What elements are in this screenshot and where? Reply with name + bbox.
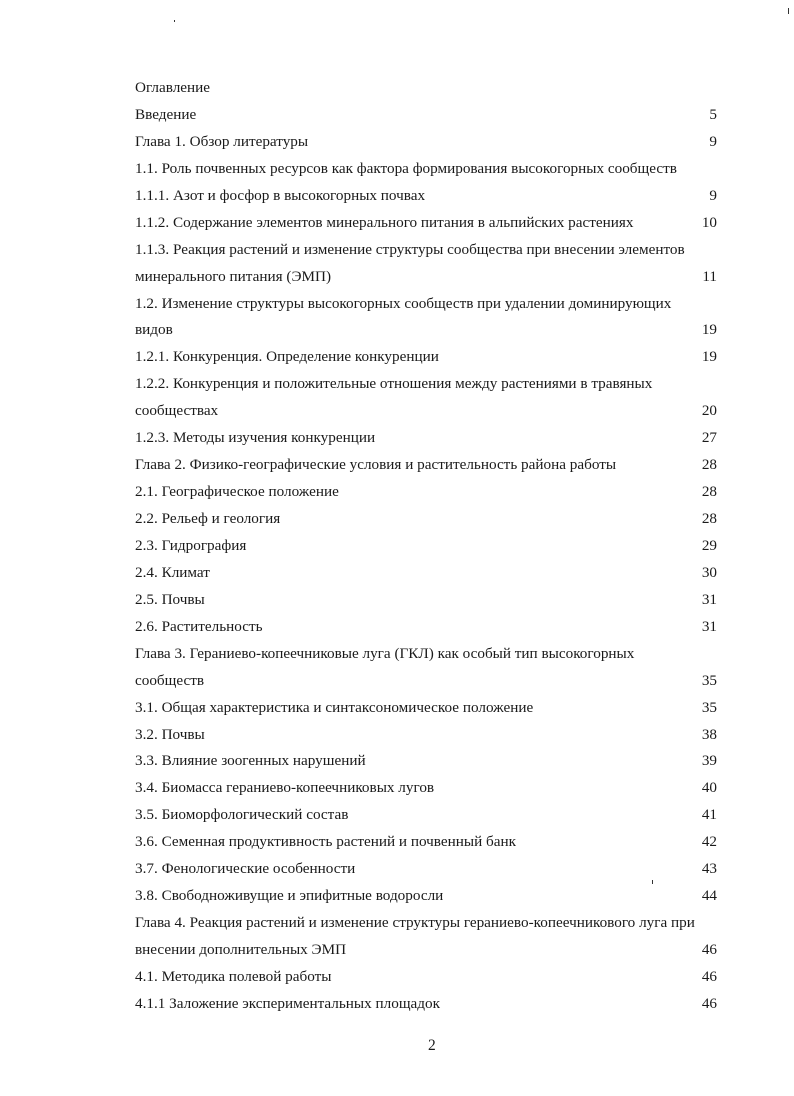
toc-entry-page: 40: [701, 779, 717, 797]
toc-entry-page: 41: [701, 806, 717, 824]
toc-entry-page: 28: [701, 456, 717, 474]
toc-entry-page: 19: [701, 348, 717, 366]
toc-entry-page: 5: [709, 105, 717, 123]
toc-entry: [135, 939, 717, 966]
toc-entry: [135, 293, 717, 320]
toc-entry-title: 3.6. Семенная продуктивность растений и почвенный банк: [135, 833, 516, 851]
toc-entry: [135, 158, 717, 185]
toc-entry-title: 4.1. Методика полевой работы: [135, 967, 332, 985]
toc-entry-title: 1.2. Изменение структуры высокогорных сообществ при удалении доминирующих: [135, 294, 672, 312]
toc-entry-title: 3.5. Биоморфологический состав: [135, 806, 349, 824]
toc-entry-title: Глава 2. Физико-географические условия и растительность района работы: [135, 456, 617, 474]
toc-entry-title: Введение: [135, 105, 197, 123]
toc-entry: [135, 724, 717, 751]
toc-entry-page: 10: [701, 213, 717, 231]
toc-entry-title: 2.6. Растительность: [135, 617, 263, 635]
toc-entry: [135, 346, 717, 373]
toc-entry-title: 1.1. Роль почвенных ресурсов как фактора формирования высокогорных сообществ: [135, 159, 677, 177]
toc-entry-page: 43: [701, 860, 717, 878]
toc-heading: [135, 77, 717, 104]
toc-entry: [135, 885, 717, 912]
toc-entry-page: 20: [701, 402, 717, 420]
toc-entry: [135, 562, 717, 589]
toc-entry-page: 29: [701, 536, 717, 554]
toc-entry-title: 1.2.2. Конкуренция и положительные отношения между растениями в травяных: [135, 375, 653, 393]
toc-entry: [135, 400, 717, 427]
toc-entry-page: 30: [701, 563, 717, 581]
toc-entry: [135, 427, 717, 454]
toc-entry-title: внесении дополнительных ЭМП: [135, 941, 347, 958]
toc-entry-title: сообществах: [135, 402, 219, 420]
toc-entry-title: сообществ: [135, 671, 205, 689]
toc-entry: [135, 858, 717, 885]
table-of-contents: [135, 77, 717, 1020]
toc-entry: [135, 616, 717, 643]
toc-entry-page: 28: [701, 510, 717, 527]
toc-entry-page: 46: [701, 994, 717, 1012]
toc-entry: [135, 804, 717, 831]
toc-entry: [135, 831, 717, 858]
scan-speck: [174, 20, 175, 22]
toc-entry: [135, 777, 717, 804]
toc-entry: [135, 966, 717, 993]
toc-entry: [135, 373, 717, 400]
toc-entry-page: 31: [701, 590, 717, 608]
toc-entry: [135, 212, 717, 239]
toc-entry-page: 19: [701, 321, 717, 339]
toc-entry-page: 11: [702, 267, 717, 285]
toc-entry-page: 27: [701, 429, 717, 447]
toc-entry-page: 9: [709, 186, 717, 204]
toc-entry: [135, 104, 717, 131]
toc-entry-title: Глава 4. Реакция растений и изменение структуры гераниево-копеечникового луга при: [135, 914, 695, 932]
toc-entry: [135, 750, 717, 777]
toc-entry: [135, 697, 717, 724]
toc-entry-title: 2.2. Рельеф и геология: [135, 510, 281, 527]
toc-entry-page: 9: [709, 132, 717, 150]
toc-entry: [135, 643, 717, 670]
toc-entry-title: 1.2.1. Конкуренция. Определение конкуренции: [135, 348, 439, 366]
toc-entry: [135, 993, 717, 1020]
toc-entry-title: 3.4. Биомасса гераниево-копеечниковых лугов: [135, 779, 435, 797]
toc-entry-page: 31: [701, 617, 717, 635]
toc-entry-title: 2.5. Почвы: [135, 590, 205, 608]
toc-entry: [135, 239, 717, 266]
toc-entry: [135, 508, 717, 535]
scan-speck: [788, 8, 789, 14]
toc-entry-page: 38: [701, 725, 717, 743]
toc-entry-page: 46: [701, 941, 717, 958]
toc-entry-title: 4.1.1 Заложение экспериментальных площадок: [135, 994, 440, 1012]
toc-entry-page: 42: [701, 833, 717, 851]
toc-entry: [135, 185, 717, 212]
toc-entry-title: 2.4. Климат: [135, 563, 210, 581]
scan-speck: [652, 880, 653, 884]
toc-entry: [135, 266, 717, 293]
toc-entry-page: 39: [701, 752, 717, 770]
toc-entry: [135, 535, 717, 562]
toc-entry-title: 3.2. Почвы: [135, 725, 205, 743]
toc-entry-page: 35: [701, 698, 717, 716]
toc-entry: [135, 131, 717, 158]
toc-entry-title: 3.3. Влияние зоогенных нарушений: [135, 752, 366, 770]
toc-entry: [135, 670, 717, 697]
toc-entry-title: Оглавление: [135, 79, 211, 96]
toc-entry-title: 1.1.2. Содержание элементов минерального питания в альпийских растениях: [135, 213, 634, 231]
toc-entry-page: 35: [701, 671, 717, 689]
toc-entry-title: 3.7. Фенологические особенности: [135, 860, 356, 878]
toc-entry-page: 46: [701, 967, 717, 985]
toc-entry: [135, 589, 717, 616]
toc-entry-title: видов: [135, 321, 173, 339]
toc-entry: [135, 912, 717, 939]
toc-entry-title: 1.1.1. Азот и фосфор в высокогорных почвах: [135, 186, 426, 204]
toc-entry-title: Глава 1. Обзор литературы: [135, 132, 309, 150]
toc-entry-title: 2.3. Гидрография: [135, 536, 247, 554]
toc-entry-page: 28: [701, 483, 717, 501]
toc-entry-title: Глава 3. Гераниево-копеечниковые луга (ГКЛ) как особый тип высокогорных: [135, 644, 635, 662]
toc-entry-title: 3.8. Свободноживущие и эпифитные водоросли: [135, 887, 444, 905]
toc-entry-title: 1.2.3. Методы изучения конкуренции: [135, 429, 376, 447]
toc-entry-page: 44: [701, 887, 717, 905]
toc-entry-title: 2.1. Географическое положение: [135, 483, 339, 501]
toc-entry-title: 3.1. Общая характеристика и синтаксономическое положение: [135, 698, 534, 716]
toc-entry: [135, 319, 717, 346]
page-number: 2: [428, 1037, 436, 1054]
toc-entry-title: минерального питания (ЭМП): [135, 267, 332, 285]
toc-entry-title: 1.1.3. Реакция растений и изменение структуры сообщества при внесении элементов: [135, 240, 685, 258]
toc-entry: [135, 481, 717, 508]
toc-entry: [135, 454, 717, 481]
